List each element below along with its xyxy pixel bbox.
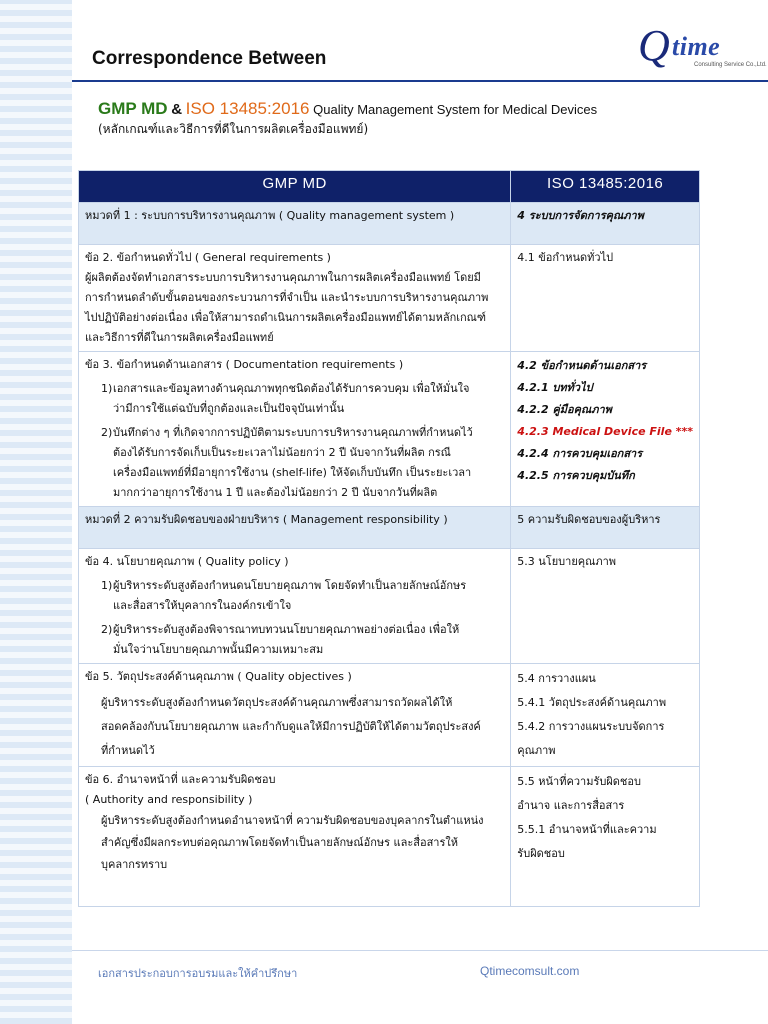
- iso-item: คุณภาพ: [517, 744, 556, 757]
- clause-text: ผู้ผลิตต้องจัดทำเอกสารระบบการบริหารงานคุณภาพในการผลิตเครื่องมือแพทย์ โดยมี: [85, 271, 481, 284]
- clause-body: [85, 691, 504, 763]
- iso-item: 5.4 การวางแผน: [517, 672, 596, 685]
- list-number: 1): [101, 579, 113, 592]
- list-item: [85, 620, 504, 660]
- page-title: Correspondence Between: [92, 48, 327, 69]
- clause-cell: [79, 549, 511, 664]
- list-text: บันทึกต่าง ๆ ที่เกิดจากการปฏิบัติตามระบบการบริหารงานคุณภาพที่กำหนดไว้: [113, 426, 473, 439]
- list-text: และสื่อสารให้บุคลากรในองค์กรเข้าใจ: [113, 599, 292, 612]
- section-right: 4 ระบบการจัดการคุณภาพ: [511, 203, 700, 245]
- table-row: [79, 549, 700, 664]
- iso-cell: [511, 767, 700, 907]
- clause-text: ผู้บริหารระดับสูงต้องกำหนดวัตถุประสงค์ด้านคุณภาพซึ่งสามารถวัดผลได้ให้: [101, 696, 453, 709]
- subtitle-gmp: GMP MD: [98, 99, 168, 118]
- clause-text: บุคลากรทราบ: [101, 858, 168, 871]
- list-text: ว่ามีการใช้แต่ฉบับที่ถูกต้องและเป็นปัจจุบันเท่านั้น: [113, 402, 345, 415]
- iso-item-highlight: 4.2.3 Medical Device File ***: [517, 425, 693, 438]
- left-decor-bar: [0, 0, 72, 1024]
- list-number: 2): [101, 426, 113, 439]
- iso-item: 4.2.5 การควบคุมบันทึก: [517, 469, 635, 482]
- iso-item: 5.4.2 การวางแผนระบบจัดการ: [517, 720, 665, 733]
- clause-cell: [79, 245, 511, 352]
- clause-body: [85, 810, 504, 876]
- clause-cell: [79, 352, 511, 507]
- clause-heading-en: ( Authority and responsibility ): [85, 793, 253, 806]
- section-left: หมวดที่ 2 ความรับผิดชอบของฝ่ายบริหาร ( Management responsibility ): [79, 507, 511, 549]
- iso-item: 4.2.2 คู่มือคุณภาพ: [517, 403, 612, 416]
- iso-cell: [511, 245, 700, 352]
- iso-cell: [511, 664, 700, 767]
- correspondence-table: [78, 170, 700, 907]
- list-text: มั่นใจว่านโยบายคุณภาพนั้นมีความเหมาะสม: [113, 643, 324, 656]
- list-text: ต้องได้รับการจัดเก็บเป็นระยะเวลาไม่น้อยกว่า 2 ปี นับจากวันที่ผลิต กรณี: [113, 446, 451, 459]
- iso-item: 5.4.1 วัตถุประสงค์ด้านคุณภาพ: [517, 696, 667, 709]
- header-divider: [72, 80, 768, 82]
- footer-note: เอกสารประกอบการอบรมและให้คำปรึกษา: [98, 967, 298, 980]
- list-item: [85, 576, 504, 616]
- clause-text: สำคัญซึ่งมีผลกระทบต่อคุณภาพโดยจัดทำเป็นลายลักษณ์อักษร และสื่อสารให้: [101, 836, 458, 849]
- page-subtitle: [98, 99, 597, 119]
- section-left: หมวดที่ 1 : ระบบการบริหารงานคุณภาพ ( Quality management system ): [79, 203, 511, 245]
- iso-item: 4.1 ข้อกำหนดทั่วไป: [517, 251, 614, 264]
- iso-item: 5.5.1 อำนาจหน้าที่และความ: [517, 823, 657, 836]
- header-gmp: GMP MD: [79, 171, 511, 203]
- subtitle-rest: Quality Management System for Medical Devices: [313, 102, 598, 117]
- table-row: [79, 767, 700, 907]
- logo-time: time: [672, 32, 721, 61]
- section-row: [79, 507, 700, 549]
- section-right: 5 ความรับผิดชอบของผู้บริหาร: [511, 507, 700, 549]
- logo-q: Q: [638, 21, 670, 70]
- iso-cell: [511, 352, 700, 507]
- subtitle-amp: &: [171, 101, 183, 118]
- list-text: ผู้บริหารระดับสูงต้องพิจารณาทบทวนนโยบายคุณภาพอย่างต่อเนื่อง เพื่อให้: [113, 623, 460, 636]
- clause-heading: ข้อ 3. ข้อกำหนดด้านเอกสาร ( Documentation requirements ): [85, 358, 404, 371]
- clause-text: การกำหนดลำดับขั้นตอนของกระบวนการที่จำเป็น และนำระบบการบริหารงานคุณภาพ: [85, 291, 489, 304]
- list-text: เอกสารและข้อมูลทางด้านคุณภาพทุกชนิดต้องได้รับการควบคุม เพื่อให้มั่นใจ: [113, 382, 470, 395]
- table-row: [79, 245, 700, 352]
- list-item: [85, 379, 504, 419]
- clause-text: ที่กำหนดไว้: [101, 744, 155, 757]
- list-text: เครื่องมือแพทย์ที่มีอายุการใช้งาน (shelf-life) ให้จัดเก็บบันทึก เป็นระยะเวลา: [113, 466, 472, 479]
- table-row: [79, 352, 700, 507]
- iso-item: อำนาจ และการสื่อสาร: [517, 799, 625, 812]
- footer-website-link[interactable]: Qtimecomsult.com: [480, 964, 580, 978]
- clause-cell: [79, 664, 511, 767]
- clause-text: ผู้บริหารระดับสูงต้องกำหนดอำนาจหน้าที่ ความรับผิดชอบของบุคลากรในตำแหน่ง: [101, 814, 484, 827]
- iso-item: 5.3 นโยบายคุณภาพ: [517, 555, 617, 568]
- iso-cell: [511, 549, 700, 664]
- iso-item: 4.2.1 บททั่วไป: [517, 381, 593, 394]
- iso-item: รับผิดชอบ: [517, 847, 565, 860]
- clause-heading: ข้อ 5. วัตถุประสงค์ด้านคุณภาพ ( Quality objectives ): [85, 670, 352, 683]
- section-row: [79, 203, 700, 245]
- table-row: [79, 664, 700, 767]
- iso-item: 5.5 หน้าที่ความรับผิดชอบ: [517, 775, 641, 788]
- list-number: 2): [101, 623, 113, 636]
- logo-subtitle: Consulting Service Co.,Ltd.: [694, 62, 767, 68]
- header-iso: ISO 13485:2016: [511, 171, 700, 203]
- subtitle-iso: ISO 13485:2016: [185, 99, 310, 118]
- list-text: มากกว่าอายุการใช้งาน 1 ปี และต้องไม่น้อยกว่า 2 ปี นับจากวันที่ผลิต: [113, 486, 438, 499]
- company-logo: [636, 21, 767, 72]
- clause-text: ไปปฏิบัติอย่างต่อเนื่อง เพื่อให้สามารถดำเนินการผลิตเครื่องมือแพทย์ได้ตามหลักเกณฑ์: [85, 311, 486, 324]
- list-number: 1): [101, 382, 113, 395]
- clause-heading: ข้อ 4. นโยบายคุณภาพ ( Quality policy ): [85, 555, 289, 568]
- subtitle-thai: (หลักเกณฑ์และวิธีการที่ดีในการผลิตเครื่องมือแพทย์): [98, 122, 369, 136]
- clause-cell: [79, 767, 511, 907]
- list-item: [85, 423, 504, 503]
- list-text: ผู้บริหารระดับสูงต้องกำหนดนโยบายคุณภาพ โดยจัดทำเป็นลายลักษณ์อักษร: [113, 579, 467, 592]
- clause-heading: ข้อ 2. ข้อกำหนดทั่วไป ( General requirements ): [85, 251, 331, 264]
- clause-text: สอดคล้องกับนโยบายคุณภาพ และกำกับดูแลให้มีการปฏิบัติให้ได้ตามวัตถุประสงค์: [101, 720, 481, 733]
- clause-heading: ข้อ 6. อำนาจหน้าที่ และความรับผิดชอบ: [85, 773, 276, 786]
- table-header-row: [79, 171, 700, 203]
- iso-item: 4.2 ข้อกำหนดด้านเอกสาร: [517, 359, 647, 372]
- clause-text: และวิธีการที่ดีในการผลิตเครื่องมือแพทย์: [85, 331, 274, 344]
- footer-divider: [72, 950, 768, 951]
- iso-item: 4.2.4 การควบคุมเอกสาร: [517, 447, 643, 460]
